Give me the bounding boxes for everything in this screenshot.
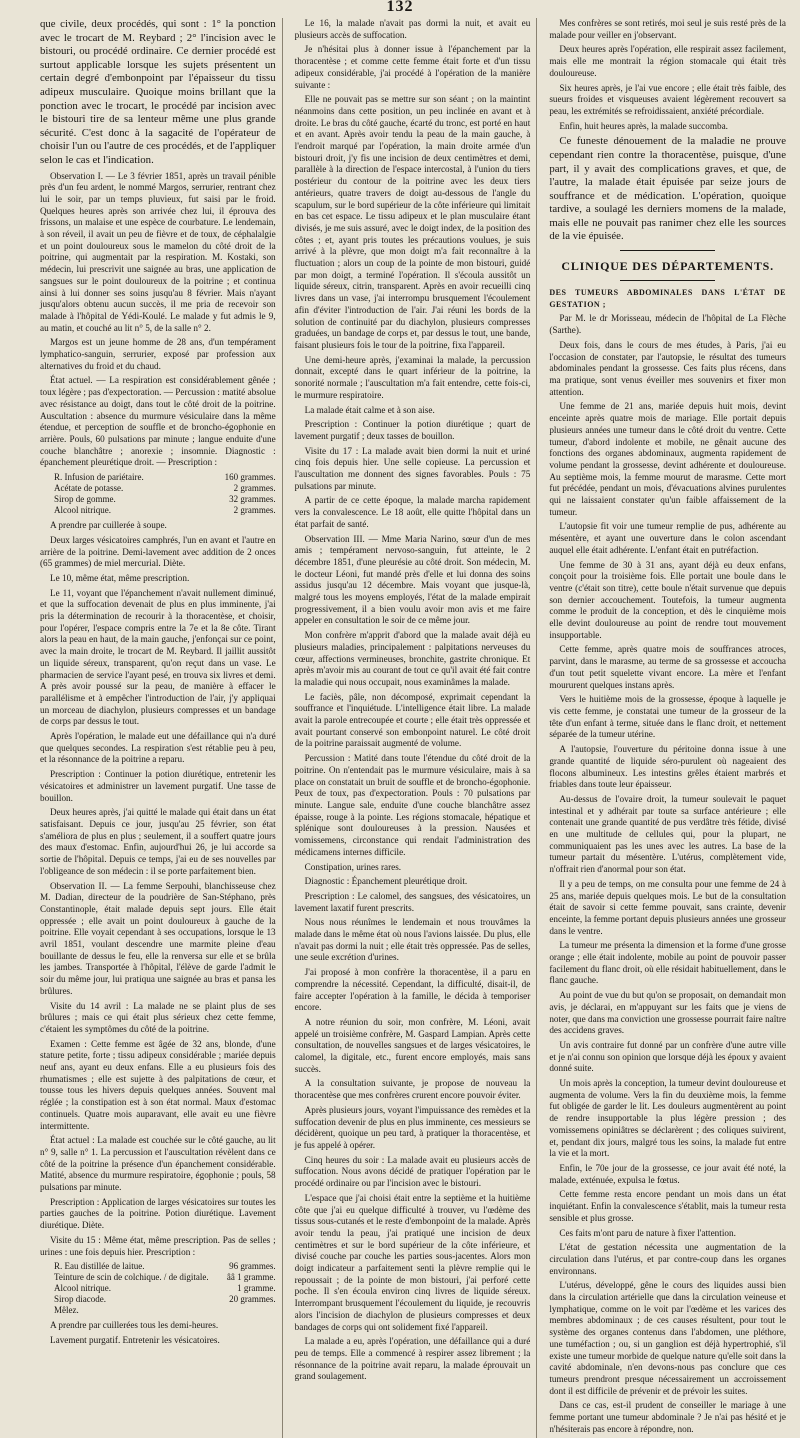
paragraph: Mon confrère m'apprit d'abord que la malade avait déjà eu plusieurs maladies, principalement : palpitations nerveuses du cœur, affections vermineuses, bronchite, gastrite chronique. Et après m'avoir mis au courant de tout ce qu'il avait été fait contre la maladie qui nous occupait, nous examinâmes la malade. — [294, 630, 531, 687]
prescription-item: Mêlez. — [54, 1305, 79, 1316]
paragraph: Deux heures après, j'ai quitté le malade qui était dans un état satisfaisant. Depuis ce jour, jusqu'au 25 février, son état s'améliora de plus en plus ; seulement, il a souffert quatre jours des maux d'estomac. Enfin, aujourd'hui 26, je lui accorde sa sortie de l'hôpital. Depuis ce temps, j'ai eu de ses nouvelles par l'obligeance de son médecin : il se porte parfaitement bien. — [40, 807, 276, 876]
paragraph: Six heures après, je l'ai vue encore ; elle était très faible, des sueurs froides et visqueuses avaient légèrement recouvert sa peau, les extrémités se refroidissaient, anxiété précordiale. — [549, 82, 786, 116]
paragraph: Mes confrères se sont retirés, moi seul je suis resté près de la malade pour veiller en j'observant. — [549, 18, 786, 40]
prescription-list-2 — [54, 1261, 276, 1316]
prescription-item: R. Infusion de pariétaire. 160 grammes. — [54, 472, 276, 483]
paragraph: Vers le huitième mois de la grossesse, époque à laquelle je vis cette femme, je constatai une tumeur de la grosseur de la tête d'un enfant à terme, située dans le flanc droit, et nettement séparée de la tumeur utérine. — [549, 694, 786, 740]
prescription-list-1 — [54, 472, 276, 516]
paragraph: La tumeur me présenta la dimension et la forme d'une grosse orange ; elle était indolente, mobile au point de pouvoir passer facilement du flanc droit, où elle résidait habituellement, dans le flanc gauche. — [549, 940, 786, 986]
paragraph: Enfin, huit heures après, la malade succomba. — [559, 120, 728, 131]
paragraph: Elle ne pouvait pas se mettre sur son séant ; on la maintint néanmoins dans cette position, un peu inclinée en avant et à droite. Le bras du côté gauche, écarté du tronc, est porté en haut et en avant. Après avoir tendu la peau de la main gauche, à l'endroit marqué par l'opération, la main droite armée d'un bistouri droit, j'y fis une incision de deux centimètres et demi, parallèle à la direction de l'espace intercostal, à l'union du tiers postérieur du contour de la poitrine avec les deux tiers antérieurs, quatre travers de doigt au-dessous de l'angle du scapulum, sur le bord supérieur de la côte inférieure qui limitait en bas cet espace. Le tissu adipeux et le plan musculaire étant divisés, je me suis assuré, avec le doigt index, de la position des côtes ; et, ayant pris toutes les précautions voulues, je suis arrivé à la plèvre, que mon doigt m'a fait reconnaître à la fluctuation ; alors un coup de la pointe de mon bistouri, guidé par mon doigt, a terminé l'opération. Il s'écoula aussitôt un liquide séreux, citrin, transparent. Après en avoir recueilli cinq livres dans un vase, j'ai interrompu brusquement l'écoulement afin d'éviter l'introduction de l'air. J'ai réuni les bords de la solution de continuité par du diachylon, plusieurs compresses graduées, un bandage de corps et, par dessus le tout, une bande, faisant plusieurs fois le tour de la poitrine, fixa l'appareil. — [294, 94, 531, 350]
paragraph: Au point de vue du but qu'on se proposait, on demandait mon avis, je déclarai, en m'appuyant sur les faits que je viens de noter, que dans ma conviction une grossesse pourrait faire naître des accidens graves. — [549, 990, 786, 1036]
paragraph: Visite du 17 : La malade avait bien dormi la nuit et uriné cinq fois depuis hier. Une selle copieuse. La percussion et l'auscultation me donnent des signes favorables. Pouls : 75 pulsations par minute. — [294, 445, 531, 491]
paragraph: La malade était calme et à son aise. — [304, 404, 435, 415]
paragraph: Visite du 15 : Même état, même prescription. Pas de selles ; urines : une fois depuis hier. Prescription : — [40, 1234, 276, 1257]
paragraph: L'utérus, développé, gêne le cours des liquides aussi bien dans la circulation artérielle que dans la circulation veineuse et lymphatique, comme on le voit par l'œdème et les varices des membres abdominaux ; de ces causes résultent, pour tout le système des organes contenus dans l'abdomen, une pléthore, une tuméfaction ; ou, si un ganglion est déjà hypertrophié, s'il existe une tumeur morbide de quelque nature qu'elle soit dans la cavité abdominale, n'en devons-nous pas conclure que ces tumeurs prendront presque nécessairement un accroissement dont il est difficile de prévenir et de prévoir les suites. — [549, 1280, 786, 1396]
paragraph: Au-dessus de l'ovaire droit, la tumeur soulevait le paquet intestinal et y adhérait par toute sa surface antérieure ; elle contenait une grande quantité de pus verdâtre très fétide, divisé en une multitude de cellules qui, pour la plupart, ne communiquaient pas les unes avec les autres. La base de la tumeur partait du mésentère. L'utérus, complètement vide, n'offrait rien d'anormal pour son état. — [549, 793, 786, 875]
observation-3-paragraph: Observation III. — Mme Maria Narino, sœur d'un de mes amis ; tempérament nervoso-sanguin, fut atteinte, le 2 décembre 1851, d'une pleurésie au côté droit. Son médecin, M. le docteur Léoni, fut mandé près d'elle et lui donna des soins assidus jusqu'au 12 décembre. Mais voyant que jusque-là, malgré tous les moyens employés, l'état de la malade empirait progressivement, il a bien voulu avoir mon avis et me faire appeler en consultation le soir de ce même jour. — [294, 533, 531, 626]
paragraph: Constipation, urines rares. — [304, 861, 402, 872]
article-subtitle: DES TUMEURS ABDOMINALES DANS L'ÉTAT DE GESTATION ; — [549, 288, 786, 309]
prescription-item: Acétate de potasse. 2 grammes. — [54, 483, 276, 494]
observation-2-paragraph: Observation II. — La femme Serpouhi, blanchisseuse chez M. Dadian, directeur de la poudrière de San-Stéphano, près Constantinople, était malade depuis sept jours. Elle était oppressée ; elle avait un point douloureux à gauche de la poitrine. Elle voyait cependant à ses occupations, lorsque le 13 avril 1851, voulant descendre une marmite pleine d'eau bouillante de dessus le feu, elle la renversa sur elle et se brûla les jambes. Transportée à l'hôpital, l'élève de garde l'admit le soir du même jour, lui pratiqua une saignée au bras et pansa les brûlures. — [40, 880, 276, 996]
paragraph: Margos est un jeune homme de 28 ans, d'un tempérament lymphatico-sanguin, serrurier, exposé par profession aux alternatives du froid et du chaud. — [40, 337, 276, 371]
paragraph: Cette femme resta encore pendant un mois dans un état inquiétant. Enfin la convalescence s'établit, mais la tumeur resta sensible et plus grosse. — [549, 1189, 786, 1223]
paragraph: J'ai proposé à mon confrère la thoracentèse, il a paru en comprendre la nécessité. Cependant, la difficulté, disait-il, de faire accepter l'opération à la famille, le décida à temporiser encore. — [294, 967, 531, 1013]
paragraph: L'espace que j'ai choisi était entre la septième et la huitième côte que j'ai eu quelque difficulté à trouver, vu l'œdème des tissus sous-cutanés et le reste d'embonpoint de la malade. Après avoir tendu la peau, j'ai pratiqué une incision de deux centimètres et sur le bord supérieur de la côte inférieure, et divisé couche par couche les parties sous-jacentes. Alors mon doigt indicateur a parfaitement senti la plèvre remplie qui le repoussait ; de la pointe de mon bistouri, j'ai perforé cette poche. Il s'en écoula environ cinq livres de liquide séreux. Interrompant brusquement l'écoulement du liquide, je recouvris alors l'incision de diachylon de plusieurs compresses et deux bandages de corps qui ont solidement fixé l'appareil. — [294, 1192, 531, 1332]
prescription-item: Sirop de gomme. 32 grammes. — [54, 494, 276, 505]
paragraph: Le 11, voyant que l'épanchement n'avait nullement diminué, et que la suffocation devenait de plus en plus imminente, j'ai pris la détermination de recourir à la thoracentèse, et choisir, pour l'opérer, l'espace compris entre la 7e et la 8e côte. Tirant alors la peau en haut, de la main gauche, j'enfonçai sur ce point, avec la main droite, le trocart de M. Reybard. Il jaillit aussitôt un liquide séreux, transparent, qu'on reçut dans un vase. Le pharmacien de service l'ayant pesé, en trouva six livres et demi. A près avoir poussé sur la peau, de manière à effacer le parallélisme et à empêcher l'introduction de l'air, j'y appliquai un morceau de diachylon, plusieurs compresses et un bandage de corps par dessus le tout. — [40, 587, 276, 727]
paragraph: Ces faits m'ont paru de nature à fixer l'attention. — [559, 1227, 736, 1238]
paragraph: Dans ce cas, est-il prudent de conseiller le mariage à une femme portant une tumeur abdominale ? Je n'ai pas hésité et je n'hésiterais pas encore à répondre, non. — [549, 1400, 786, 1434]
paragraph: A la consultation suivante, je propose de nouveau la thoracentèse que mes confrères crurent encore pouvoir éviter. — [294, 1078, 531, 1101]
paragraph: La malade a eu, après l'opération, une défaillance qui a duré peu de temps. Elle a commencé à respirer assez librement ; la résonnance de la poitrine avait reparu, la malade éprouvait un grand soulagement. — [294, 1336, 531, 1382]
column-1 — [40, 18, 283, 1438]
paragraph: État actuel : La malade est couchée sur le côté gauche, au lit n° 9, salle n° 1. La percussion et l'auscultation révèlent dans ce côté de la poitrine la présence d'un épanchement considérable. Matité, absence du murmure respiratoire, égophonie ; pouls, 58 pulsations par minute. — [40, 1135, 276, 1193]
paragraph: État actuel. — La respiration est considérablement gênée ; toux légère ; pas d'expectoration. — Percussion : matité absolue avec résistance au doigt, dans tout le côté droit de la poitrine. Auscultation : absence du murmure vésiculaire dans la même étendue, et perception de souffle et de broncho-égophonie en arrière. Pouls, 60 pulsations par minute ; langue enduite d'une couche blanchâtre ; anorexie ; insomnie. Diagnostic : épanchement pleurétique droit. — Prescription : — [40, 375, 276, 468]
paragraph: Deux fois, dans le cours de mes études, à Paris, j'ai eu l'occasion de constater, par l'autopsie, le résultat des tumeurs abdominales pendant la grossesse. Ces faits plus récens, dans ma pratique, sont venus éveiller mes souvenirs et fixer mon attention. — [549, 339, 786, 397]
paragraph: Un mois après la conception, la tumeur devint douloureuse et augmenta de volume. Vers la fin du deuxième mois, la femme fut obligée de garder le lit. Les douleurs augmentèrent au point de rendre insupportable la plus légère pression ; des vomissemens opiniâtres se déclarèrent ; des coliques suivirent, et, pendant dix jours, malgré tous les soins, la malade fut entre la vie et la mort. — [549, 1078, 786, 1159]
paragraph: Le faciès, pâle, non décomposé, exprimait cependant la souffrance et l'inquiétude. L'intelligence était libre. La malade avait la parole entrecoupée et courte ; elle était très oppressée et avait pourtant conservé son embonpoint naturel. Le côté droit de la poitrine paraissait augmenté de volume. — [294, 691, 531, 749]
page-number: 132 — [386, 0, 414, 15]
paragraph: Une femme de 21 ans, mariée depuis huit mois, devint enceinte après quatre mois de mariage. Elle portait depuis plusieurs années une tumeur dans le côté droit du ventre. Cette tumeur, d'abord indolente et mobile, ne gênait aucune des fonctions des organes abdominaux, augmenta rapidement de volume pendant la grossesse, devint adhérente et douloureuse. Au septième mois, la femme mourut de marasme. Cette mort fut précédée, pendant un mois, d'évacuations alvines purulentes qui ne laissaient constater qu'un faible affaissement de la tumeur. — [549, 401, 786, 517]
paragraph: que civile, deux procédés, qui sont : 1° la ponction avec le trocart de M. Reybard ; 2° l'incision avec le bistouri, ou procédé ordinaire. Ce dernier procédé est surtout applicable lorsque les sujets présentent un certain degré d'embonpoint par l'épaisseur du tissu adipeux musculaire. Quoique moins brillant que la ponction avec le trocart, le procédé par incision avec le bistouri tire de sa lenteur même une plus grande sécurité. C'est donc à la sagacité de l'opérateur de choisir l'un ou l'autre de ces procédés, et de l'appliquer selon le cas et l'indication. — [40, 18, 276, 166]
observation-1-heading-paragraph: Observation I. — Le 3 février 1851, après un travail pénible près d'un feu ardent, le nommé Margos, serrurier, rentrant chez lui le soir, par un temps pluvieux, fut saisi par le froid. Quelques heures après son arrivée chez lui, il éprouva des frissons, un malaise et une espèce de courbature. Le lendemain, à son réveil, il avait un peu de fièvre et de toux, de céphalalgie et un point douloureux sous le mamelon du côté droit de la poitrine, qui augmentait par la respiration. M. Kostaki, son médecin, lui prescrivit une saignée au bras, une application de sangsues sur le point douloureux de la poitrine ; et continua ainsi à lui donner ses soins jusqu'au 8 février. Mais n'ayant jusqu'alors obtenu aucun succès, il me pria de recevoir son malade à l'hôpital de Yédi-Koulé. Le malade y fut admis le 9, au matin, et couché au lit n° 5, de la salle n° 2. — [40, 170, 276, 333]
prescription-item: R. Eau distillée de laitue. 96 grammes. — [54, 1261, 276, 1272]
paragraph: A prendre par cuillerée à soupe. — [50, 520, 167, 531]
paragraph: Nous nous réunîmes le lendemain et nous trouvâmes la malade dans le même état où nous l'avions laissée. Du plus, elle n'avait pas dormi la nuit ; elle était très oppressée. Pas de selles, une seule excrétion d'urines. — [294, 917, 531, 963]
paragraph: Examen : Cette femme est âgée de 32 ans, blonde, d'une stature petite, forte ; tissu adipeux considérable ; mariée depuis neuf ans, ayant eu deux enfans. Elle a eu plusieurs fois des rhumatismes ; elle est sujette à des palpitations de cœur, et tousse tous les hivers depuis quelques années. Souvent mal réglée ; la constipation est à son état normal. Maux d'estomac continuels. Quatre mois auparavant, elle avait eu une fièvre intermittente. — [40, 1038, 276, 1131]
column-2 — [295, 18, 538, 1438]
paragraph: Un avis contraire fut donné par un confrère d'une autre ville et je n'ai connu son opinion que lorsque déjà les époux y avaient donné suite. — [549, 1039, 786, 1074]
prescription-item: Sirop diacode. 20 grammes. — [54, 1294, 276, 1305]
column-3 — [549, 18, 792, 1438]
prescription-item: Alcool nitrique. 1 gramme. — [54, 1283, 276, 1294]
paragraph: Cinq heures du soir : La malade avait eu plusieurs accès de suffocation. Nous avons décidé de pratiquer l'opération par le procédé ordinaire ou par l'incision avec le bistouri. — [294, 1154, 531, 1189]
prescription-item: Teinture de scin de colchique. / de digitale. ââ 1 gramme. — [54, 1272, 276, 1283]
paragraph: Cette femme, après quatre mois de souffrances atroces, parvint, dans le marasme, au terme de sa grossesse et accoucha d'un tout petit squelette vivant encore. La mère et l'enfant moururent quelques instans après. — [549, 644, 786, 690]
divider — [620, 280, 715, 281]
paragraph: A l'autopsie, l'ouverture du péritoine donna issue à une grande quantité de liquide séro-purulent où nageaient des flocons albumineux. Les intestins grêles étaient marbrés et friables dans toute leur épaisseur. — [549, 744, 786, 790]
paragraph: Une demi-heure après, j'examinai la malade, la percussion donnait, excepté dans le quart inférieur de la poitrine, la sonorité normale ; l'auscultation m'a fait entendre, cette fois-ci, le murmure respiratoire. — [294, 354, 531, 400]
paragraph: Visite du 14 avril : La malade ne se plaint plus de ses brûlures ; mais ce qui était plus sérieux chez cette femme, c'étaient les symptômes du côté de la poitrine. — [40, 1000, 276, 1034]
paragraph: Ce funeste dénouement de la maladie ne prouve cependant rien contre la thoracentèse, puisque, d'une part, il y avait des complications graves, et que, de l'autre, la malade était épuisée par seize jours de souffrance et de médication. L'opération, quoique tardive, a soulagé les derniers momens de la malade, mais elle ne pouvait pas ranimer chez elle les sources de la vie épuisée. — [549, 135, 786, 243]
prescription-item: Alcool nitrique. 2 grammes. — [54, 505, 276, 516]
paragraph: A notre réunion du soir, mon confrère, M. Léoni, avait appelé un troisième confrère, M. Gaspard Lampian. Après cette consultation, de nouvelles sangsues et de larges vésicatoires, le calomel, la digitale, etc., furent encore employés, mais sans succès. — [294, 1016, 531, 1074]
paragraph: L'autopsie fit voir une tumeur remplie de pus, adhérente au mésentère, et ayant une ouverture dans le colon ascendant auquel elle était adhérente. L'enfant était en putréfaction. — [549, 521, 786, 555]
divider — [620, 250, 715, 251]
paragraph: Deux heures après l'opération, elle respirait assez facilement, mais elle me montrait la région stomacale qui était très douloureuse. — [549, 44, 786, 78]
paragraph: Après l'opération, le malade eut une défaillance qui n'a duré que quelques secondes. La respiration s'est rétablie peu à peu, et la résonnance de la poitrine a reparu. — [40, 731, 276, 765]
paragraph: Prescription : Le calomel, des sangsues, des vésicatoires, un lavement laxatif furent prescrits. — [294, 890, 531, 913]
text-columns — [40, 18, 792, 1434]
paragraph: Une femme de 30 à 31 ans, ayant déjà eu deux enfans, conçoit pour la troisième fois. Elle portait une boule dans le ventre (c'était son titre), cette boule n'était survenue que depuis son dernier accouchement. Toutefois, la tumeur augmenta comme le produit de la conception, et dès le cinquième mois elle devint douloureuse au point de rendre tout mouvement insupportable. — [549, 559, 786, 640]
article-byline: Par M. le dr Morisseau, médecin de l'hôpital de La Flèche (Sarthe). — [549, 313, 786, 336]
paragraph: Enfin, le 70e jour de la grossesse, ce jour avait été noté, la malade, exténuée, expulsa le fœtus. — [549, 1163, 786, 1185]
section-title: CLINIQUE DES DÉPARTEMENTS. — [561, 259, 774, 274]
paragraph: Prescription : Continuer la potion diurétique, entretenir les vésicatoires et administrer un lavement purgatif. Une tasse de bouillon. — [40, 769, 276, 803]
paragraph: Deux larges vésicatoires camphrés, l'un en avant et l'autre en arrière de la poitrine. Demi-lavement avec addition de 2 onces (65 grammes) de miel mercurial. Diète. — [40, 534, 276, 569]
paragraph: Le 10, même état, même prescription. — [50, 572, 190, 583]
paragraph: Lavement purgatif. Entretenir les vésicatoires. — [50, 1335, 220, 1345]
paragraph: Prescription : Application de larges vésicatoires sur toutes les parties gauches de la poitrine. Potion diurétique. Lavement diurétique. Diète. — [40, 1196, 276, 1231]
paragraph: Diagnostic : Épanchement pleurétique droit. — [304, 876, 468, 887]
paragraph: Je n'hésitai plus à donner issue à l'épanchement par la thoracentèse ; et comme cette femme était forte et d'un tissu adipeux considérable, j'ai procédé à l'opération de la manière suivante : — [294, 44, 531, 90]
paragraph: Le 16, la malade n'avait pas dormi la nuit, et avait eu plusieurs accès de suffocation. — [294, 18, 531, 40]
paragraph: A partir de ce cette époque, la malade marcha rapidement vers la convalescence. Le 18 août, elle quitte l'hôpital dans un état parfait de santé. — [294, 495, 531, 529]
paragraph: Il y a peu de temps, on me consulta pour une femme de 24 à 25 ans, mariée depuis quelques mois. Le but de la consultation était de savoir si cette femme pouvait, sans crainte, devenir enceinte, la femme portant depuis plusieurs années une grosseur dans le ventre. — [549, 878, 786, 936]
paragraph: A prendre par cuillerées tous les demi-heures. — [50, 1320, 219, 1331]
paragraph: Prescription : Continuer la potion diurétique ; quart de lavement purgatif ; deux tasses de bouillon. — [294, 419, 531, 441]
paragraph: Après plusieurs jours, voyant l'impuissance des remèdes et la suffocation devenir de plus en plus imminente, ces messieurs se décidèrent, quoique un peu tard, à pratiquer la thoracentèse, et je fus appelé à opérer. — [294, 1104, 531, 1150]
paragraph: Percussion : Matité dans toute l'étendue du côté droit de la poitrine. On n'entendait pas le murmure vésiculaire, mais à sa place on constatait un bruit de souffle et de broncho-égophonie. Peux de toux, pas d'expectoration. Pouls : 70 pulsations par minute. Langue sale, enduite d'une couche blanchâtre assez épaisse, rouge à la pointe. Les régions stomacale, hépatique et splénique sont douloureuses à la pression. Nausées et vomissemens, circonstance qui rendait l'administration des médicamens internes difficile. — [294, 753, 531, 857]
paragraph: L'état de gestation nécessita une augmentation de la circulation dans l'utérus, et par contre-coup dans les organes environnans. — [549, 1242, 786, 1276]
